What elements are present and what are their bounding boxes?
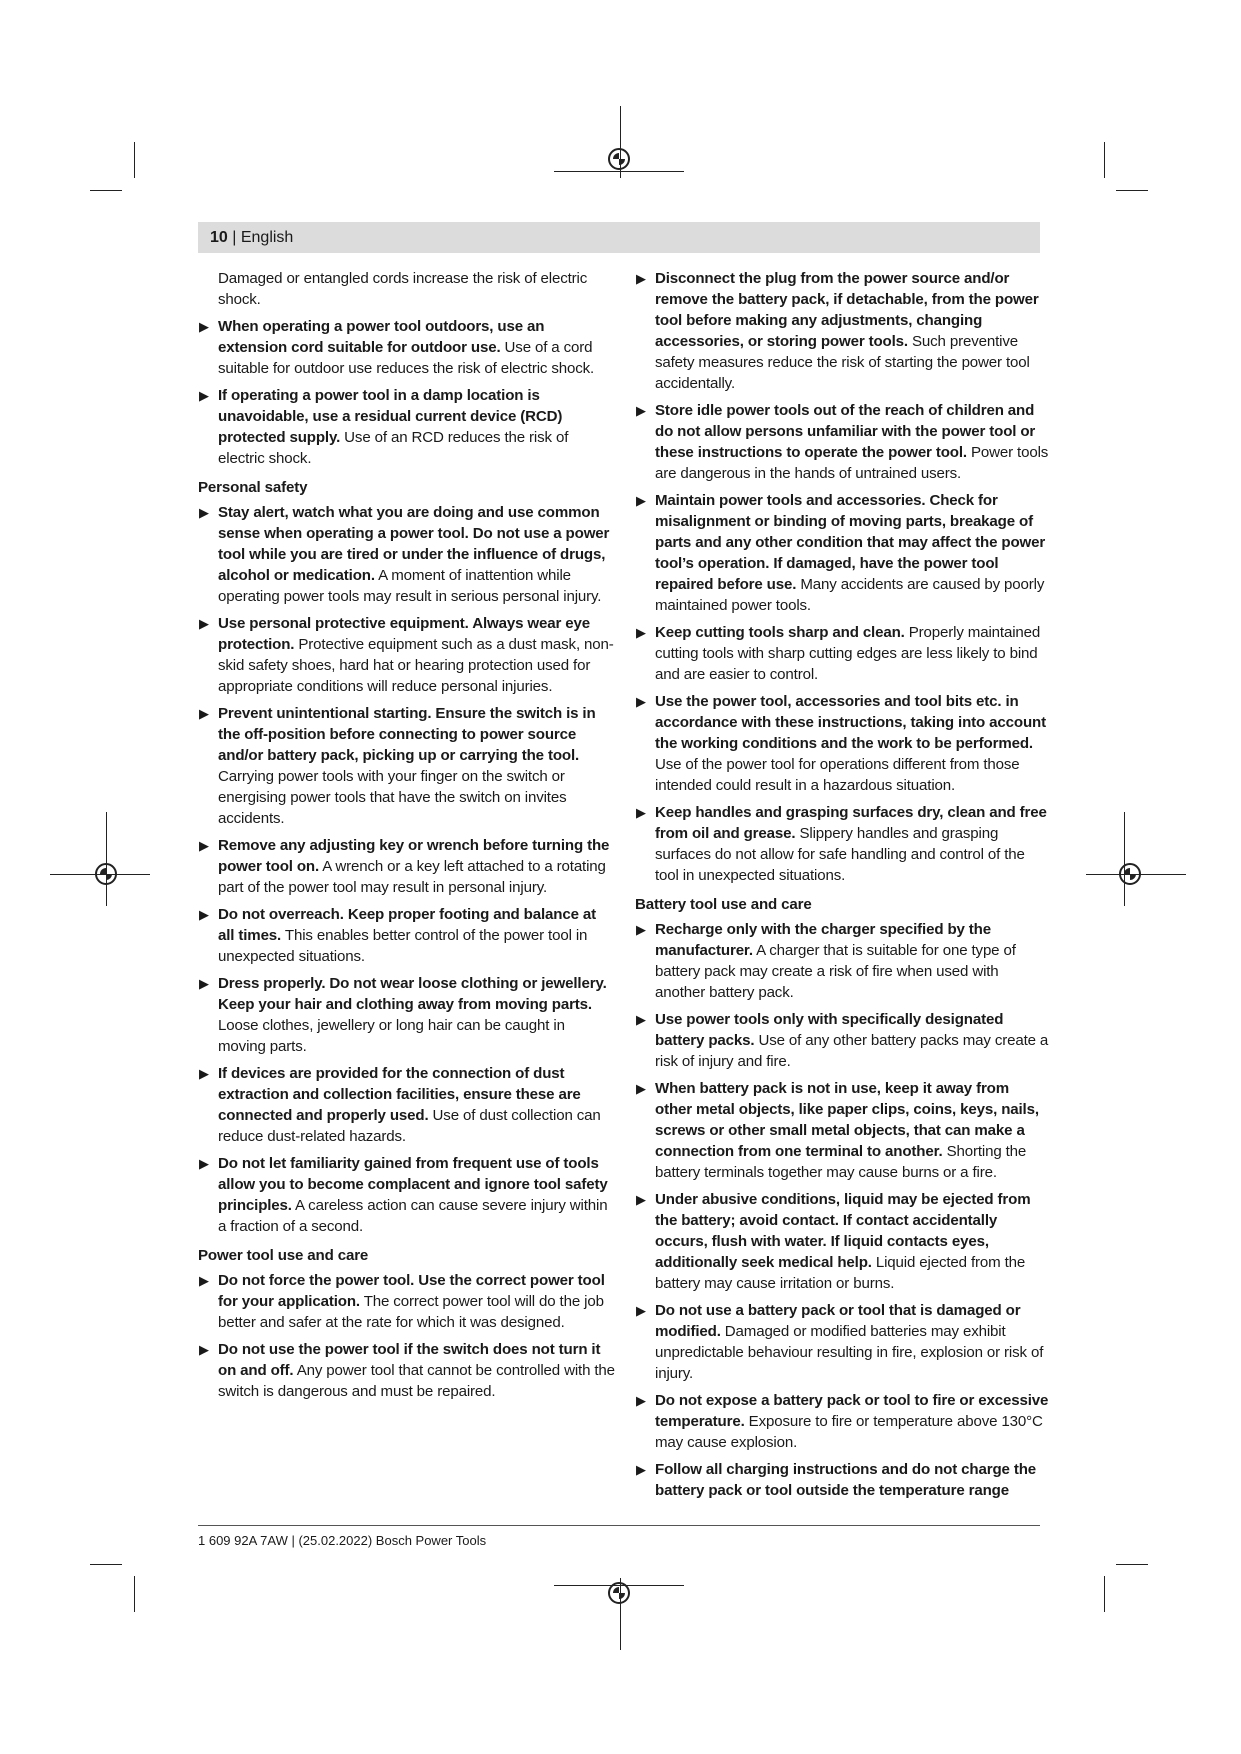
item-text: Use of dust collection can reduce dust-related hazards. — [218, 1107, 601, 1145]
safety-item — [635, 1009, 1050, 1072]
bullet-triangle-icon: ▶ — [636, 271, 646, 286]
item-text: Use of any other battery packs may create a risk of injury and fire. — [655, 1032, 1049, 1070]
item-text: Exposure to fire or temperature above 130°C may cause explosion. — [655, 1413, 1043, 1451]
item-bold-text: Do not use the power tool if the switch does not turn it on and off. — [218, 1341, 601, 1379]
item-bold-text: When operating a power tool outdoors, use an extension cord suitable for outdoor use. — [218, 318, 545, 356]
crop-mark — [90, 1564, 122, 1565]
safety-item — [198, 502, 616, 607]
registration-target-icon — [95, 863, 117, 885]
item-bold-text: When battery pack is not in use, keep it away from other metal objects, like paper clips, coins, keys, nails, screws or other small metal objects, that can make a connection from one terminal to another. — [655, 1080, 1039, 1160]
item-text: A careless action can cause severe injury within a fraction of a second. — [218, 1197, 608, 1235]
bullet-triangle-icon: ▶ — [199, 706, 209, 721]
bullet-triangle-icon: ▶ — [199, 1273, 209, 1288]
registration-line — [106, 812, 107, 906]
item-bold-text: Do not expose a battery pack or tool to fire or excessive temperature. — [655, 1392, 1049, 1430]
item-bold-text: Do not let familiarity gained from frequent use of tools allow you to become complacent and ignore tool safety principles. — [218, 1155, 608, 1214]
item-bold-text: Disconnect the plug from the power source and/or remove the battery pack, if detachable, from the power tool before making any adjustments, changing accessories, or storing power tools. — [655, 270, 1039, 350]
item-bold-text: Stay alert, watch what you are doing and use common sense when operating a power tool. Do not use a power tool while you are tired or under the influence of drugs, alcohol or medication. — [218, 504, 610, 584]
bullet-triangle-icon: ▶ — [636, 1192, 646, 1207]
item-text: Protective equipment such as a dust mask, non-skid safety shoes, hard hat or hearing protection used for appropriate conditions will reduce personal injuries. — [218, 636, 614, 695]
left-column — [198, 268, 616, 1408]
crop-mark — [134, 142, 135, 178]
safety-item — [198, 385, 616, 469]
safety-item — [635, 1390, 1050, 1453]
crop-mark — [1104, 142, 1105, 178]
item-bold-text: Use the power tool, accessories and tool bits etc. in accordance with these instructions, taking into account the working conditions and the work to be performed. — [655, 693, 1046, 752]
bullet-triangle-icon: ▶ — [636, 625, 646, 640]
section-heading-personal-safety: Personal safety — [198, 479, 308, 496]
registration-target-icon — [1119, 863, 1141, 885]
item-bold-text: Dress properly. Do not wear loose clothing or jewellery. Keep your hair and clothing away from moving parts. — [218, 975, 607, 1013]
page-header — [198, 222, 1040, 253]
item-bold-text: If devices are provided for the connection of dust extraction and collection facilities, ensure these are connected and properly used. — [218, 1065, 581, 1124]
item-text: Carrying power tools with your finger on the switch or energising power tools that have the switch on invites accidents. — [218, 768, 567, 827]
item-text: Such preventive safety measures reduce the risk of starting the power tool accidentally. — [655, 333, 1030, 392]
safety-item — [635, 1300, 1050, 1384]
safety-item — [635, 1078, 1050, 1183]
safety-item — [198, 973, 616, 1057]
safety-item — [635, 490, 1050, 616]
item-bold-text: Do not overreach. Keep proper footing and balance at all times. — [218, 906, 596, 944]
header-separator: | — [227, 229, 241, 246]
bullet-triangle-icon: ▶ — [199, 838, 209, 853]
safety-item — [198, 316, 616, 379]
item-bold-text: Store idle power tools out of the reach of children and do not allow persons unfamiliar with the power tool or these instructions to operate the power tool. — [655, 402, 1036, 461]
safety-item — [635, 268, 1050, 394]
item-text: Damaged or modified batteries may exhibit unpredictable behaviour resulting in fire, explosion or risk of injury. — [655, 1323, 1044, 1382]
bullet-triangle-icon: ▶ — [199, 1156, 209, 1171]
item-text: Shorting the battery terminals together may cause burns or a fire. — [655, 1143, 1027, 1181]
item-bold-text: Keep cutting tools sharp and clean. — [655, 624, 905, 641]
page-header-text — [210, 228, 293, 247]
safety-item — [635, 1459, 1050, 1501]
crop-mark — [134, 1576, 135, 1612]
registration-target-icon — [608, 1582, 630, 1604]
bullet-triangle-icon: ▶ — [199, 616, 209, 631]
item-bold-text: Keep handles and grasping surfaces dry, clean and free from oil and grease. — [655, 804, 1047, 842]
bullet-triangle-icon: ▶ — [636, 805, 646, 820]
safety-item — [198, 835, 616, 898]
item-text: Power tools are dangerous in the hands of untrained users. — [655, 444, 1049, 482]
crop-mark — [1104, 1576, 1105, 1612]
item-bold-text: Recharge only with the charger specified by the manufacturer. — [655, 921, 992, 959]
item-bold-text: Under abusive conditions, liquid may be ejected from the battery; avoid contact. If contact accidentally occurs, flush with water. If liquid contacts eyes, additionally seek medical help. — [655, 1191, 1031, 1271]
bullet-triangle-icon: ▶ — [636, 1462, 646, 1477]
item-text: Any power tool that cannot be controlled with the switch is dangerous and must be repaired. — [218, 1362, 615, 1400]
safety-item — [635, 691, 1050, 796]
page-footer: 1 609 92A 7AW | (25.02.2022) Bosch Power Tools — [198, 1533, 487, 1548]
safety-item — [198, 904, 616, 967]
safety-item — [635, 400, 1050, 484]
item-text: Use of an RCD reduces the risk of electric shock. — [218, 429, 569, 467]
bullet-triangle-icon: ▶ — [199, 388, 209, 403]
item-bold-text: Maintain power tools and accessories. Check for misalignment or binding of moving parts, breakage of parts and any other condition that may affect the power tool’s operation. If damaged, have the power tool repaired before use. — [655, 492, 1046, 593]
item-text: A charger that is suitable for one type of battery pack may create a risk of fire when used with another battery pack. — [655, 942, 1016, 1001]
safety-item — [635, 802, 1050, 886]
bullet-triangle-icon: ▶ — [636, 1393, 646, 1408]
item-bold-text: If operating a power tool in a damp location is unavoidable, use a residual current device (RCD) protected supply. — [218, 387, 563, 446]
right-column — [635, 268, 1050, 1507]
bullet-triangle-icon: ▶ — [199, 1066, 209, 1081]
page-number: 10 — [210, 229, 228, 246]
registration-line — [554, 171, 684, 172]
bullet-triangle-icon: ▶ — [199, 907, 209, 922]
safety-item — [198, 1063, 616, 1147]
safety-item — [635, 919, 1050, 1003]
item-text: Many accidents are caused by poorly maintained power tools. — [655, 576, 1045, 614]
bullet-triangle-icon: ▶ — [636, 1012, 646, 1027]
safety-item — [198, 1339, 616, 1402]
item-text: A moment of inattention while operating power tools may result in serious personal injury. — [218, 567, 602, 605]
item-text: The correct power tool will do the job better and safer at the rate for which it was designed. — [218, 1293, 604, 1331]
item-bold-text: Use personal protective equipment. Always wear eye protection. — [218, 615, 590, 653]
safety-item — [198, 613, 616, 697]
bullet-triangle-icon: ▶ — [199, 505, 209, 520]
safety-item — [198, 703, 616, 829]
bullet-triangle-icon: ▶ — [636, 922, 646, 937]
item-text: Use of a cord suitable for outdoor use reduces the risk of electric shock. — [218, 339, 595, 377]
registration-line — [1124, 812, 1125, 906]
header-language: English — [240, 229, 294, 246]
item-bold-text: Do not force the power tool. Use the correct power tool for your application. — [218, 1272, 605, 1310]
item-text: A wrench or a key left attached to a rotating part of the power tool may result in personal injury. — [218, 858, 606, 896]
safety-item — [635, 1189, 1050, 1294]
bullet-triangle-icon: ▶ — [199, 319, 209, 334]
bullet-triangle-icon: ▶ — [636, 493, 646, 508]
item-text: This enables better control of the power tool in unexpected situations. — [218, 927, 588, 965]
bullet-triangle-icon: ▶ — [636, 1081, 646, 1096]
safety-item — [635, 622, 1050, 685]
item-bold-text: Do not use a battery pack or tool that is damaged or modified. — [655, 1302, 1021, 1340]
registration-target-icon — [608, 148, 630, 170]
bullet-triangle-icon: ▶ — [636, 1303, 646, 1318]
item-text: Loose clothes, jewellery or long hair can be caught in moving parts. — [218, 1017, 565, 1055]
bullet-triangle-icon: ▶ — [636, 403, 646, 418]
intro-paragraph: Damaged or entangled cords increase the risk of electric shock. — [218, 270, 588, 308]
crop-mark — [1116, 1564, 1148, 1565]
item-text: Liquid ejected from the battery may cause irritation or burns. — [655, 1254, 1026, 1292]
item-bold-text: Prevent unintentional starting. Ensure the switch is in the off-position before connecting to power source and/or battery pack, picking up or carrying the tool. — [218, 705, 596, 764]
bullet-triangle-icon: ▶ — [199, 1342, 209, 1357]
item-text: Slippery handles and grasping surfaces do not allow for safe handling and control of the tool in unexpected situations. — [655, 825, 1025, 884]
item-bold-text: Use power tools only with specifically designated battery packs. — [655, 1011, 1004, 1049]
safety-item — [198, 1153, 616, 1237]
crop-mark — [1116, 190, 1148, 191]
item-bold-text: Remove any adjusting key or wrench before turning the power tool on. — [218, 837, 610, 875]
item-text: Properly maintained cutting tools with sharp cutting edges are less likely to bind and are easier to control. — [655, 624, 1041, 683]
crop-mark — [90, 190, 122, 191]
section-heading-power-tool-use: Power tool use and care — [198, 1247, 369, 1264]
footer-divider — [198, 1525, 1040, 1526]
safety-item — [198, 1270, 616, 1333]
bullet-triangle-icon: ▶ — [199, 976, 209, 991]
item-bold-text: Follow all charging instructions and do not charge the battery pack or tool outside the temperature range — [655, 1461, 1037, 1499]
bullet-triangle-icon: ▶ — [636, 694, 646, 709]
section-heading-battery-tool-use: Battery tool use and care — [635, 896, 812, 913]
item-text: Use of the power tool for operations different from those intended could result in a hazardous situation. — [655, 756, 1020, 794]
